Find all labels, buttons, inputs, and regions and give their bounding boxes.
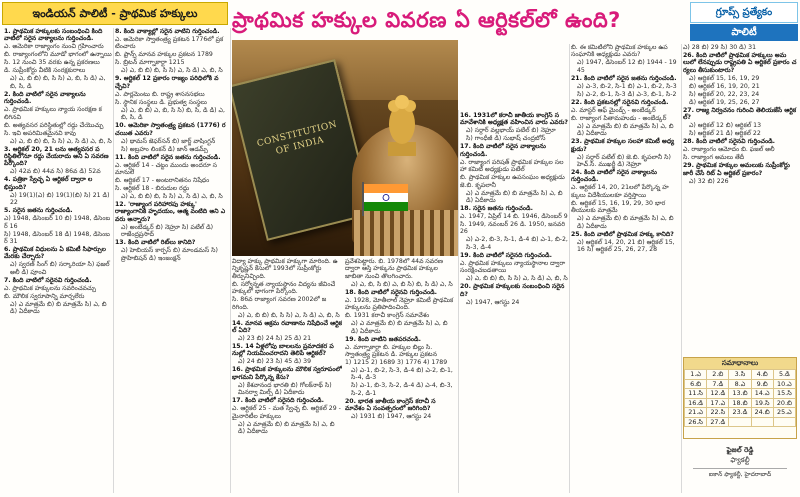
statement-text: సి. రాజ్యాంగ అమలు తేదీ <box>683 154 745 162</box>
author-name: ఫైజల్ రెడ్డి <box>726 446 754 454</box>
question-text: 17. కింది వాటిలో సరైన వాక్యాలను గుర్తించండి. <box>460 143 546 158</box>
answer-key-cell: 11.సి <box>685 389 707 399</box>
question-text: 7. కింది వాటిలో సరైనవి గుర్తించండి. <box>4 276 92 284</box>
author-divider <box>693 468 787 469</box>
statement-text: బి. ఈ కమిటీలోని ప్రాథమిక హక్కుల ఉపసంఘానికి అధ్యక్షుడు ఎవరు? <box>571 44 668 59</box>
question-text: 18. కింది వాటిలో సరైనవి గుర్తించండి. <box>345 288 438 296</box>
answer-key-cell: 17.ఎ <box>707 398 729 408</box>
statement-text: ఎ. ప్రాథమిక హక్కులు న్యాయస్థానాల ద్వారా సంరక్షించబడతాయి <box>460 259 566 275</box>
answer-key-cell: 5.డి <box>773 370 795 380</box>
question-text: 18. సరైన జతను గుర్తించండి. <box>460 205 533 213</box>
answer-key-title: సమాధానాలు <box>684 358 796 369</box>
question-text: 17. కింది వాటిలో సరైనది గుర్తించండి. <box>232 397 324 405</box>
question-text: 3. ఆర్టికల్ 20, 21 లను అత్యవసర పరిస్థితిలోనూ రద్దు చేయరాదు అని ఏ సవరణ పేర్కొంది? <box>4 145 109 168</box>
answer-options: ఎ) ఎ, బి బి) బి, సి సి) ఎ, బి, సి డి) ఎ, బి, సి, డి <box>10 75 106 90</box>
answer-options: ఎ) ఎ మాత్రమే బి) బి మాత్రమే సి) ఎ, బి డి) ఏదీకాదు <box>466 189 563 205</box>
answer-key-cell: 24.బి <box>751 408 773 418</box>
answer-key-cell: 18.బి <box>729 398 751 408</box>
answer-options: ఎ) 1947, ఆగస్టు 24 <box>466 298 520 306</box>
subject-tag: పాలిటీ <box>690 24 798 41</box>
question-text: 19. కింది వాటిని జతపరచండి. <box>345 335 421 343</box>
question-text: 21. కింది వాటిలో సరైన జతను గుర్తించండి. <box>571 74 677 82</box>
author-box <box>683 442 797 492</box>
statement-text: విద్యా హక్కు ప్రాథమిక హక్కుగా మారింది. ఉన్నికృష్ణన్ కేసులో 1993లో సుప్రీంకోర్టు తీర్పునిచ్చింది. <box>232 258 338 280</box>
statement-text: సి. ఆర్టికల్ 18 - బిరుదుల రద్దు <box>115 185 190 193</box>
section-tag: ఇండియన్ పాలిటీ - ప్రాథమిక హక్కులు <box>2 2 228 25</box>
column-1 <box>4 28 112 493</box>
answer-key-cell: 2.బి <box>707 370 729 380</box>
statement-text: ఎ. రాజ్యాంగ పరిషత్ ప్రాథమిక హక్కుల సలహా కమిటీ అధ్యక్షుడు పటేల్ <box>460 158 564 174</box>
statement-text: బి. ఆర్టికల్ 15, 16, 19, 29, 30 భారతీయులకు మాత్రమే <box>571 199 666 215</box>
answer-options: ఎ) ఎ, బి బి) ఎ, బి, సి సి) బి, సి, డి డి) ఎ, బి, సి, డి <box>121 106 225 122</box>
answer-key-cell: 12.డి <box>707 389 729 399</box>
answer-key-cell <box>729 417 751 427</box>
author-place: ఐకాన్ ఫ్యాకల్టీ, హైదరాబాద్ <box>708 471 772 478</box>
question-text: 20. ప్రాథమిక హక్కులకు సంబంధించి సరైనది? <box>460 283 565 298</box>
parliament-columns <box>354 210 458 256</box>
national-emblem-icon <box>380 88 424 158</box>
statement-text: బి. అత్యవసర పరిస్థితుల్లో రద్దు చేయొచ్చు <box>4 121 104 129</box>
answer-options: ఎ) హెబియస్ కార్పస్ బి) మాండమస్ సి) ప్రొహిబిషన్ డి) ఇంజంక్షన్ <box>121 247 218 262</box>
statement-text: ఎ. ఆర్టికల్ 25 - మత స్వేచ్ఛ బి. ఆర్టికల్ 29 - మైనారిటీల హక్కులు <box>232 405 341 420</box>
answer-key-cell: 13.బి <box>729 389 751 399</box>
answer-key-cell: 10.ఎ <box>773 379 795 389</box>
answer-key-cell: 1.ఎ <box>685 370 707 380</box>
column-7 <box>683 44 797 357</box>
question-text: 16. ప్రాథమిక హక్కులను మౌలిక స్వరూపంలో భాగమని పేర్కొన్న కేసు? <box>232 366 342 381</box>
answer-options: సి) ఎ-1, బి-3, సి-2, డి-4 డి) ఎ-4, బి-3, సి-2, డి-1 <box>351 382 453 397</box>
column-6 <box>571 44 679 493</box>
answer-options: ఎ) ఎ, బి బి) బి, సి సి) ఎ, సి డి) ఎ, బి, సి <box>466 275 568 283</box>
answer-options: ఎ) 32 బి) 226 <box>689 177 729 185</box>
statement-text: ఎ. ప్రాథమిక హక్కులను సవరించవచ్చు <box>4 284 97 292</box>
answer-key-cell <box>751 417 773 427</box>
answer-options: ఎ) ఎ-2, బి-3, సి-1, డి-4 బి) ఎ-1, బి-2, సి-3, డి-4 <box>466 236 568 251</box>
answer-key-cell: 16.డి <box>685 398 707 408</box>
statement-text: బి. ఫ్రాన్స్ మానవ హక్కుల ప్రకటన 1789 <box>115 51 213 59</box>
question-text: 1. ప్రాథమిక హక్కులకు సంబంధించి కింది వాటిలో సరైన వాక్యాలను గుర్తించండి. <box>4 28 103 43</box>
answer-options: ఎ) ఆర్టికల్ 15, 16, 19, 29 <box>689 74 760 82</box>
question-text: 29. ప్రాథమిక హక్కుల అమలుకు సుప్రీంకోర్టు జారీ చేసే రిట్ ఏ ఆర్టికల్ ప్రకారం? <box>683 162 790 177</box>
answer-key-cell: 7.డి <box>707 379 729 389</box>
answer-options: ఎ) ఎ-1, బి-2, సి-3, డి-4 బి) ఎ-2, బి-1, సి-4, డి-3 <box>351 367 453 382</box>
statement-text: బి. సర్వోన్నత న్యాయస్థానం విద్యను జీవించే హక్కులో భాగంగా పేర్కొంది. <box>232 280 336 296</box>
question-text: 10. అమెరికా స్వాతంత్ర్య ప్రకటన (1776) రచయిత ఎవరు? <box>115 122 226 137</box>
answer-key-cell: 3.సి <box>729 370 751 380</box>
statement-text: బి. ప్రాథమిక హక్కుల ఉపసంఘం అధ్యక్షుడు జె.బి. కృపలానీ <box>460 174 565 189</box>
answer-options: సి) గాంధీజీ డి) సుభాష్ చంద్రబోస్ <box>466 135 546 143</box>
question-text: 28. కింది వాటిలో సరైనవి గుర్తించండి. <box>683 138 776 146</box>
statement-text: సి. 86వ రాజ్యాంగ సవరణ 2002లో జరిగింది. <box>232 296 327 311</box>
statement-text: బి. రాజ్యాంగంలోని మూడో భాగంలో ఉన్నాయి <box>4 51 112 59</box>
answer-options: ఎ) 1947, డిసెంబర్ 12 బి) 1944 - 1945 <box>577 59 677 74</box>
answer-options: ఎ) ఎ, బి, సి బి) ఎ, బి సి) బి, సి డి) ఎ, సి <box>351 280 453 288</box>
answer-key-table <box>684 369 796 427</box>
statement-text: ఎ. రాజ్యాంగం ఆమోదం బి. ఫజల్ అలీ <box>683 146 775 154</box>
question-text: 15. 14 ఏళ్లలోపు బాలలను ప్రమాదకర పనుల్లో నియమించరాదని తెలిపే ఆర్టికల్? <box>232 343 334 358</box>
answer-key-cell: 27.డి <box>707 417 729 427</box>
question-text: 14. మానవ అక్రమ రవాణాను నిషేధించే ఆర్టికల్ ఏది? <box>232 319 342 335</box>
question-text: 27. రాజ్య నిర్వచనం గురించి తెలియజేసే ఆర్టికల్? <box>683 106 797 122</box>
answer-key-row <box>685 389 796 399</box>
statement-text: బి. ఆర్టికల్ 17 - అంటరానితనం నిషేధం <box>115 177 210 185</box>
statement-text: ఎ. ప్రాథమిక హక్కులు న్యాయ సంరక్షణ కలిగినవి <box>4 106 102 121</box>
statement-text: బి. రాజ్యాంగ పితామహుడు - అంబేడ్కర్ <box>571 114 667 122</box>
question-text: 24. కింది వాటిలో సరైన వాక్యాలను గుర్తించండి. <box>571 169 657 184</box>
answer-options: ఎ) కేశవానంద భారతి బి) గోలక్‌నాథ్ సి) మినర్వా మిల్స్ డి) ఏదీకాదు <box>238 381 332 397</box>
constitution-photo <box>232 40 458 256</box>
answer-key-cell: 23.డి <box>729 408 751 418</box>
group-tag: గ్రూప్స్ ప్రత్యేకం <box>690 2 798 23</box>
answer-key-row <box>685 398 796 408</box>
statement-text: ఎ. పార్లమెంటు బి. రాష్ట్ర శాసనసభలు <box>115 90 205 98</box>
statement-text: ఎ. ఆర్టికల్ 14 - చట్టం ముందు అందరూ సమానులే <box>115 161 218 177</box>
answer-options: ఎ) ఎ మాత్రమే బి) బి మాత్రమే సి) ఎ, బి డి) ఏదీకాదు <box>577 215 674 230</box>
statement-text: ఎ. ఆర్టికల్ 14, 20, 21లలో పేర్కొన్న హక్కులు విదేశీయులకూ వర్తిస్తాయి <box>571 184 669 199</box>
statement-text: ప్రవేశపెట్టారు. బి. 1978లో 44వ సవరణ ద్వారా ఆస్తి హక్కును ప్రాథమిక హక్కుల జాబితా నుంచి తొలగించారు. <box>345 258 443 280</box>
answer-key-cell: 14.ఎ <box>751 389 773 399</box>
question-text: 16. 1931లో కరాచీ జాతీయ కాంగ్రెస్ సమావేశానికి అధ్యక్షత వహించిన వారు ఎవరు? <box>460 112 568 127</box>
answer-options: ఎ) ఎ మాత్రమే బి) బి మాత్రమే సి) ఎ, బి డి) ఏదీకాదు <box>351 320 448 335</box>
answer-key-row <box>685 379 796 389</box>
answer-key-cell: 8.ఎ <box>729 379 751 389</box>
statement-text: ఎ. 1947, ఏప్రిల్ 14 బి. 1946, డిసెంబర్ 9 <box>460 213 568 221</box>
question-text: 2. కింది వాటిలో సరైన వాక్యాలను గుర్తించండి. <box>4 90 86 106</box>
question-text: 5. సరైన జతను గుర్తించండి. <box>4 207 73 215</box>
answer-options: ఎ) ఎ-3, బి-2, సి-1 బి) ఎ-1, బి-2, సి-3 <box>577 82 677 90</box>
answer-key-cell <box>773 417 795 427</box>
column-divider <box>230 28 231 493</box>
question-text: 19. కింది వాటిలో సరైనది గుర్తించండి. <box>460 251 552 259</box>
question-text: 6. ప్రాథమిక విధులను ఏ కమిటీ సిఫార్సుల మేరకు చేర్చారు? <box>4 246 106 261</box>
statement-text: సి. స్థానిక సంస్థలు డి. ప్రభుత్వ సంస్థలు <box>115 98 207 106</box>
answer-key-cell: 4.బి <box>751 370 773 380</box>
book-title: CONSTITUTION OF INDIA <box>256 119 339 157</box>
answer-options: ఎ) 1931 బి) 1947, ఆగస్టు 24 <box>351 413 432 421</box>
answer-options: ఎ) ఎ, బి బి) బి, సి సి) ఎ, సి డి) ఎ, బి, సి <box>238 311 340 319</box>
answer-options: సి) ఎ-2, బి-1, సి-3 డి) ఎ-3, బి-1, సి-2 <box>577 90 677 98</box>
column-2 <box>115 28 228 493</box>
answer-options: ఎ) ఎ మాత్రమే బి) బి మాత్రమే సి) ఎ, బి డి) ఏదీకాదు <box>10 300 107 316</box>
statement-text: ఎ. అమెరికా స్వాతంత్ర్య ప్రకటన 1776లో ప్రకటించారు <box>115 36 224 51</box>
question-text: 8. కింది వాక్యాల్లో సరైన వాటిని గుర్తించండి. <box>115 28 220 35</box>
answer-options: ఎ) ఎ మాత్రమే బి) బి మాత్రమే సి) ఎ, బి డి) ఏదీకాదు <box>238 420 335 436</box>
statement-text: డి. సుప్రీంకోర్టు వీటికి సంరక్షకురాలు <box>4 67 86 75</box>
answer-key-cell: 19.సి <box>751 398 773 408</box>
question-text: 26. కింది వాటిలో ప్రాథమిక హక్కులు అమలులో లేనప్పుడు రాష్ట్రపతి ఏ ఆర్టికల్ ప్రకారం చర్యలు తీసుకుంటారు? <box>683 52 797 74</box>
answer-key-cell: 9.బి <box>751 379 773 389</box>
question-text: 4. పత్రికా స్వేచ్ఛ ఏ ఆర్టికల్ ద్వారా లభిస్తుంది? <box>4 176 93 191</box>
statement-text: సి. 1949, నవంబర్ 26 డి. 1950, జనవరి 26 <box>460 221 566 236</box>
question-text: 13. కింది వాటిలో రిట్‌లు కానిది? <box>115 239 196 247</box>
answer-options: ఎ) ఆర్టికల్ 12 బి) ఆర్టికల్ 13 <box>689 122 762 130</box>
column-5 <box>460 112 568 493</box>
column-divider <box>569 44 570 493</box>
answer-options: ఎ) 23 బి) 24 సి) 25 డి) 21 <box>238 335 312 343</box>
question-text: 23. ప్రాథమిక హక్కుల సలహా కమిటీ అధ్యక్షుడు? <box>571 138 675 153</box>
answer-key-cell: 21.ఎ <box>685 408 707 418</box>
statement-text: ఎ. మాగ్నాకార్టా బి. హక్కుల బిల్లు సి. స్వాతంత్ర్య ప్రకటన డి. హక్కుల ప్రకటన <box>345 343 437 359</box>
answer-key-cell: 22.సి <box>707 408 729 418</box>
answer-options: బి) ఆర్టికల్ 16, 19, 20, 21 <box>689 82 760 90</box>
answer-options: ఎ) సర్దార్ వల్లభాయ్ పటేల్ బి) నెహ్రూ <box>466 127 556 135</box>
answer-options: ఎ) ఎ, బి బి) బి, సి సి) ఎ, సి డి) ఎ, బి, సి <box>121 193 223 201</box>
author-role: ఫ్యాకల్టీ <box>730 456 750 464</box>
question-text: 11. కింది వాటిలో సరైన జతను గుర్తించండి. <box>115 153 221 161</box>
statement-text: సి) 1948, డిసెంబర్ 18 డి) 1948, డిసెంబర్ 31 <box>4 230 110 246</box>
column-4 <box>345 258 455 493</box>
statement-text: బి. మౌలిక స్వరూపాన్ని మార్చలేరు <box>4 292 85 300</box>
statement-text: సి. ఇవి అపరిమితమైనవి కావు <box>4 129 76 137</box>
answer-options: ఎ) 19(1)(ఎ) బి) 19(1)(బి) సి) 21 డి) 22 <box>10 191 110 207</box>
answer-key-row <box>685 417 796 427</box>
answer-options: ఎ) ఎ, బి బి) బి, సి సి) ఎ, సి డి) ఎ, బి, సి <box>121 67 223 75</box>
indian-flag-icon <box>362 182 412 216</box>
column-divider <box>458 110 459 493</box>
statement-text: ఎ) 1948, డిసెంబర్ 10 బి) 1948, డిసెంబర్ 16 <box>4 215 111 230</box>
statement-text: ఎ) 28 బి) 29 సి) 30 డి) 31 <box>683 44 757 51</box>
answer-options: ఎ) థామస్ జెఫర్‌సన్ బి) జార్జ్ వాషింగ్టన్ <box>121 137 216 145</box>
answer-options: ఎ) ఆర్టికల్ 14, 20, 21 బి) ఆర్టికల్ 15, 16 సి) ఆర్టికల్ 25, 26, 27, 28 <box>577 238 675 254</box>
statement-text: ఎ. మాస్టర్ ఆఫ్ మైండ్స్ - అంబేడ్కర్ <box>571 106 656 114</box>
statement-text: సి. 12 నుంచి 35 వరకు ఉన్న ప్రకరణలు <box>4 59 100 67</box>
statement-text: బి. 1931 కరాచీ కాంగ్రెస్ సమావేశం <box>345 312 430 320</box>
statement-text: 1) 1215 2) 1689 3) 1776 4) 1789 <box>345 359 448 367</box>
statement-text: సి. బ్రిటన్ మాగ్నాకార్టా 1215 <box>115 59 185 67</box>
answer-key <box>683 357 797 439</box>
question-text: 25. కింది వాటిలో ప్రాథమిక హక్కు కానిది? <box>571 230 674 238</box>
question-text: 9. ఆర్టికల్ 12 ప్రకారం రాజ్యం పరిధిలోకి వచ్చేవి? <box>115 75 219 90</box>
answer-options: ఎ) ఎ, బి బి) బి, సి సి) ఎ, సి డి) ఎ, బి, సి <box>10 137 112 145</box>
answer-options: ఎ) సర్దార్ పటేల్ బి) జె.బి. కృపలానీ సి) హెచ్.సి. ముఖర్జీ డి) నెహ్రూ <box>577 153 671 169</box>
answer-options: సి) అబ్రహం లింకన్ డి) జాన్ ఆడమ్స్ <box>121 145 208 153</box>
answer-options: ఎ) 24 బి) 23 సి) 45 డి) 39 <box>238 358 312 366</box>
answer-options: ఎ) అంబేడ్కర్ బి) నెహ్రూ సి) పటేల్ డి) రాజేంద్రప్రసాద్ <box>121 223 214 239</box>
question-text: 22. కింది ప్రకటనల్లో సరైనవి గుర్తించండి. <box>571 98 669 106</box>
statement-text: ఎ. 1928, మోతీలాల్ నెహ్రూ కమిటీ ప్రాథమిక హక్కులను ప్రతిపాదించింది. <box>345 296 454 312</box>
answer-key-row <box>685 370 796 380</box>
answer-options: సి) ఆర్టికల్ 21 డి) ఆర్టికల్ 22 <box>689 130 761 138</box>
answer-options: డి) ఆర్టికల్ 19, 25, 26, 27 <box>689 98 760 106</box>
answer-key-row <box>685 408 796 418</box>
answer-key-cell: 20.బి <box>773 398 795 408</box>
column-divider <box>113 28 114 493</box>
column-3 <box>232 258 342 493</box>
answer-options: ఎ) ఎ మాత్రమే బి) బి మాత్రమే సి) ఎ, బి డి) ఏదీకాదు <box>577 122 674 138</box>
question-text: 12. 'రాజ్యాంగ పరిహారపు హక్కు' రాజ్యాంగానికి హృదయం, ఆత్మ వంటిది అని ఎవరు అన్నారు? <box>115 201 226 223</box>
headline: ప్రాథమిక హక్కుల వివరణ ఏ ఆర్టికల్‌లో ఉంది? <box>232 8 621 32</box>
statement-text: ఎ. అమెరికా రాజ్యాంగం నుంచి గ్రహించారు <box>4 43 104 51</box>
answer-key-cell: 6.బి <box>685 379 707 389</box>
answer-key-cell: 25.ఎ <box>773 408 795 418</box>
column-divider <box>681 44 682 493</box>
answer-options: ఎ) 42వ బి) 44వ సి) 86వ డి) 52వ <box>10 168 101 176</box>
question-text: 20. భారత జాతీయ కాంగ్రెస్ కరాచీ సమావేశం ఏ సంవత్సరంలో జరిగింది? <box>345 397 436 413</box>
answer-key-cell: 26.సి <box>685 417 707 427</box>
answer-options: సి) ఆర్టికల్ 20, 22, 23, 24 <box>689 90 760 98</box>
answer-options: ఎ) స్వరణ్ సింగ్ బి) సర్కారియా సి) ఫజల్ అలీ డి) పూంచి <box>10 261 110 276</box>
answer-key-cell: 15.సి <box>773 389 795 399</box>
